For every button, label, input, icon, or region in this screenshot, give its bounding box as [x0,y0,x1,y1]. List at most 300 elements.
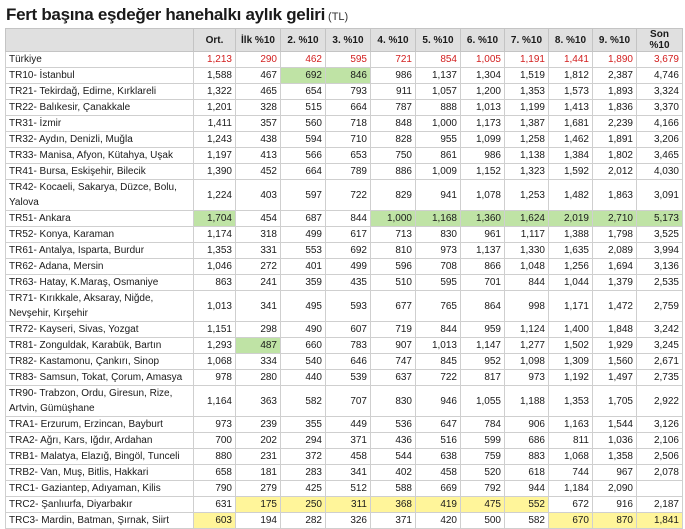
region-name-cell: TR32- Aydın, Denizli, Muğla [6,132,194,148]
value-cell: 1,309 [549,354,593,370]
value-cell: 1,472 [593,291,637,322]
region-name-cell: TR21- Tekirdağ, Edirne, Kırklareli [6,84,194,100]
value-cell: 1,388 [549,227,593,243]
value-cell: 597 [281,180,326,211]
value-cell: 515 [281,100,326,116]
value-cell: 2,759 [637,291,683,322]
value-cell: 722 [326,180,371,211]
value-cell: 596 [371,259,416,275]
value-cell: 599 [461,433,505,449]
value-cell: 955 [416,132,461,148]
value-cell: 560 [281,116,326,132]
value-cell: 454 [236,211,281,227]
value-cell: 452 [236,164,281,180]
value-cell: 1,046 [194,259,236,275]
value-cell: 2,187 [637,497,683,513]
value-cell: 888 [416,100,461,116]
value-cell: 1,353 [505,84,549,100]
value-cell: 1,000 [371,211,416,227]
table-row [6,513,683,529]
value-cell: 413 [236,148,281,164]
value-cell: 829 [371,180,416,211]
table-row [6,275,683,291]
value-cell: 194 [236,513,281,529]
value-cell: 846 [326,68,371,84]
value-cell: 1,171 [549,291,593,322]
region-name-cell: TR41- Bursa, Eskişehir, Bilecik [6,164,194,180]
value-cell: 810 [371,243,416,259]
value-cell: 631 [194,497,236,513]
value-cell: 1,188 [505,386,549,417]
value-cell: 1,304 [461,68,505,84]
region-name-cell: TRB2- Van, Muş, Bitlis, Hakkari [6,465,194,481]
value-cell: 359 [281,275,326,291]
value-cell: 588 [371,481,416,497]
value-cell: 1,191 [505,52,549,68]
value-cell: 747 [371,354,416,370]
value-cell: 1,164 [194,386,236,417]
value-cell: 1,544 [593,417,637,433]
value-cell: 294 [281,433,326,449]
region-name-cell: TR63- Hatay, K.Maraş, Osmaniye [6,275,194,291]
value-cell: 886 [371,164,416,180]
value-cell: 1,005 [461,52,505,68]
value-cell: 3,245 [637,338,683,354]
table-row [6,386,683,417]
header-cell: 6. %10 [461,29,505,52]
value-cell: 3,465 [637,148,683,164]
value-cell: 1,592 [549,164,593,180]
table-row [6,259,683,275]
table-row [6,100,683,116]
value-cell: 4,166 [637,116,683,132]
value-cell: 1,293 [194,338,236,354]
value-cell: 863 [194,275,236,291]
region-name-cell: TR31- İzmir [6,116,194,132]
value-cell: 973 [416,243,461,259]
value-cell: 617 [326,227,371,243]
header-cell: 8. %10 [549,29,593,52]
value-cell: 941 [416,180,461,211]
table-row [6,243,683,259]
value-cell: 239 [236,417,281,433]
value-cell: 792 [461,481,505,497]
value-cell: 866 [461,259,505,275]
value-cell: 1,277 [505,338,549,354]
value-cell: 438 [236,132,281,148]
value-cell: 4,030 [637,164,683,180]
value-cell: 3,370 [637,100,683,116]
value-cell: 241 [236,275,281,291]
value-cell: 1,330 [505,243,549,259]
value-cell: 1,152 [461,164,505,180]
value-cell: 582 [505,513,549,529]
header-cell: Son %10 [637,29,683,52]
value-cell: 946 [416,386,461,417]
value-cell: 4,746 [637,68,683,84]
value-cell: 371 [326,433,371,449]
value-cell: 593 [326,291,371,322]
table-row [6,148,683,164]
value-cell: 1,213 [194,52,236,68]
table-row [6,180,683,211]
value-cell: 701 [461,275,505,291]
value-cell: 828 [371,132,416,148]
value-cell: 1,802 [593,148,637,164]
value-cell: 789 [326,164,371,180]
value-cell: 318 [236,227,281,243]
value-cell: 403 [236,180,281,211]
value-cell: 817 [461,370,505,386]
value-cell: 870 [593,513,637,529]
value-cell: 458 [416,465,461,481]
title-unit: (TL) [328,11,349,23]
table-row [6,370,683,386]
income-table [5,28,683,529]
value-cell: 1,812 [549,68,593,84]
value-cell: 175 [236,497,281,513]
value-cell: 1,502 [549,338,593,354]
value-cell: 1,704 [194,211,236,227]
value-cell: 326 [326,513,371,529]
value-cell: 1,168 [416,211,461,227]
value-cell: 1,256 [549,259,593,275]
value-cell: 906 [505,417,549,433]
value-cell: 1,635 [549,243,593,259]
table-row [6,227,683,243]
value-cell: 1,841 [637,513,683,529]
value-cell: 844 [416,322,461,338]
value-cell: 368 [371,497,416,513]
value-cell: 334 [236,354,281,370]
region-name-cell: TR82- Kastamonu, Çankırı, Sinop [6,354,194,370]
value-cell: 500 [461,513,505,529]
value-cell: 2,089 [593,243,637,259]
value-cell: 1,078 [461,180,505,211]
value-cell: 2,012 [593,164,637,180]
value-cell: 750 [371,148,416,164]
value-cell: 3,136 [637,259,683,275]
value-cell: 1,863 [593,180,637,211]
value-cell: 435 [326,275,371,291]
region-name-cell: TRA2- Ağrı, Kars, Iğdır, Ardahan [6,433,194,449]
value-cell: 458 [326,449,371,465]
region-name-cell: TR71- Kırıkkale, Aksaray, Niğde, Nevşehir, Kırşehir [6,291,194,322]
value-cell: 686 [505,433,549,449]
value-cell: 3,242 [637,322,683,338]
table-row [6,116,683,132]
value-cell: 202 [236,433,281,449]
table-row [6,354,683,370]
value-cell: 2,506 [637,449,683,465]
value-cell: 495 [281,291,326,322]
table-row [6,417,683,433]
region-name-cell: TR22- Balıkesir, Çanakkale [6,100,194,116]
value-cell: 1,098 [505,354,549,370]
region-name-cell: TR90- Trabzon, Ordu, Giresun, Rize, Artvin, Gümüşhane [6,386,194,417]
value-cell: 1,201 [194,100,236,116]
value-cell: 880 [194,449,236,465]
value-cell: 1,258 [505,132,549,148]
value-cell: 1,358 [593,449,637,465]
value-cell: 1,197 [194,148,236,164]
value-cell: 1,044 [549,275,593,291]
value-cell: 1,117 [505,227,549,243]
table-row [6,338,683,354]
value-cell: 1,174 [194,227,236,243]
value-cell: 1,048 [505,259,549,275]
value-cell: 3,994 [637,243,683,259]
value-cell: 830 [371,386,416,417]
value-cell: 1,055 [461,386,505,417]
region-name-cell: Türkiye [6,52,194,68]
table-row [6,449,683,465]
table-row [6,211,683,227]
value-cell: 544 [371,449,416,465]
value-cell: 279 [236,481,281,497]
value-cell: 272 [236,259,281,275]
value-cell: 1,224 [194,180,236,211]
value-cell: 1,384 [549,148,593,164]
value-cell: 595 [326,52,371,68]
value-cell: 978 [194,370,236,386]
value-cell: 973 [194,417,236,433]
value-cell: 607 [326,322,371,338]
region-name-cell: TRC1- Gaziantep, Adıyaman, Kilis [6,481,194,497]
value-cell: 540 [281,354,326,370]
header-cell: 3. %10 [326,29,371,52]
value-cell: 3,525 [637,227,683,243]
value-cell: 1,009 [416,164,461,180]
header-cell: Ort. [194,29,236,52]
value-cell: 692 [326,243,371,259]
value-cell: 787 [371,100,416,116]
value-cell: 603 [194,513,236,529]
value-cell: 672 [549,497,593,513]
value-cell: 516 [416,433,461,449]
value-cell: 290 [236,52,281,68]
value-cell: 536 [371,417,416,433]
value-cell: 371 [371,513,416,529]
table-row [6,433,683,449]
value-cell: 793 [326,84,371,100]
value-cell: 510 [371,275,416,291]
header-row [6,29,683,52]
value-cell: 710 [326,132,371,148]
value-cell: 1,192 [549,370,593,386]
region-name-cell: TR81- Zonguldak, Karabük, Bartın [6,338,194,354]
value-cell: 1,798 [593,227,637,243]
value-cell: 1,000 [416,116,461,132]
table-row [6,322,683,338]
value-cell: 1,124 [505,322,549,338]
value-cell: 707 [326,386,371,417]
value-cell: 250 [281,497,326,513]
value-cell: 811 [549,433,593,449]
value-cell: 1,068 [549,449,593,465]
value-cell: 911 [371,84,416,100]
value-cell: 1,147 [461,338,505,354]
value-cell: 637 [371,370,416,386]
value-cell: 1,013 [416,338,461,354]
value-cell: 539 [326,370,371,386]
value-cell: 449 [326,417,371,433]
value-cell: 1,137 [461,243,505,259]
table-row [6,481,683,497]
value-cell: 959 [461,322,505,338]
value-cell: 2,735 [637,370,683,386]
value-cell: 1,694 [593,259,637,275]
value-cell: 357 [236,116,281,132]
value-cell: 1,681 [549,116,593,132]
region-name-cell: TR61- Antalya, Isparta, Burdur [6,243,194,259]
value-cell: 618 [505,465,549,481]
value-cell: 765 [416,291,461,322]
value-cell: 328 [236,100,281,116]
value-cell: 848 [371,116,416,132]
value-cell: 311 [326,497,371,513]
region-name-cell: TR83- Samsun, Tokat, Çorum, Amasya [6,370,194,386]
value-cell: 1,411 [194,116,236,132]
header-cell: 5. %10 [416,29,461,52]
value-cell: 2,922 [637,386,683,417]
value-cell: 1,891 [593,132,637,148]
value-cell: 1,353 [194,243,236,259]
table-row [6,291,683,322]
header-cell: 2. %10 [281,29,326,52]
value-cell: 595 [416,275,461,291]
figure-title [6,2,348,28]
value-cell: 718 [326,116,371,132]
table-row-turkey [6,52,683,68]
table-row [6,497,683,513]
region-name-cell: TR51- Ankara [6,211,194,227]
region-name-cell: TR72- Kayseri, Sivas, Yozgat [6,322,194,338]
value-cell: 2,090 [593,481,637,497]
value-cell: 594 [281,132,326,148]
value-cell: 2,019 [549,211,593,227]
value-cell: 907 [371,338,416,354]
value-cell: 401 [281,259,326,275]
value-cell: 1,482 [549,180,593,211]
value-cell: 1,099 [461,132,505,148]
value-cell: 1,173 [461,116,505,132]
value-cell: 1,893 [593,84,637,100]
value-cell: 845 [416,354,461,370]
region-name-cell: TR62- Adana, Mersin [6,259,194,275]
value-cell: 708 [416,259,461,275]
value-cell: 3,679 [637,52,683,68]
value-cell: 331 [236,243,281,259]
header-cell [6,29,194,52]
value-cell: 952 [461,354,505,370]
value-cell: 462 [281,52,326,68]
value-cell: 1,413 [549,100,593,116]
value-cell: 440 [281,370,326,386]
value-cell: 1,151 [194,322,236,338]
value-cell: 844 [505,275,549,291]
value-cell: 1,519 [505,68,549,84]
value-cell: 1,163 [549,417,593,433]
value-cell: 916 [593,497,637,513]
value-cell: 2,671 [637,354,683,370]
value-cell: 553 [281,243,326,259]
value-cell: 5,173 [637,211,683,227]
value-cell: 465 [236,84,281,100]
table-row [6,132,683,148]
region-name-cell: TR42- Kocaeli, Sakarya, Düzce, Bolu, Yalova [6,180,194,211]
region-name-cell: TR52- Konya, Karaman [6,227,194,243]
value-cell: 2,535 [637,275,683,291]
value-cell: 582 [281,386,326,417]
value-cell: 721 [371,52,416,68]
value-cell: 283 [281,465,326,481]
value-cell: 1,353 [549,386,593,417]
value-cell: 784 [461,417,505,433]
table-row [6,164,683,180]
value-cell: 1,929 [593,338,637,354]
table-row [6,68,683,84]
value-cell: 1,387 [505,116,549,132]
value-cell: 944 [505,481,549,497]
value-cell: 1,497 [593,370,637,386]
value-cell: 1,323 [505,164,549,180]
value-cell: 341 [236,291,281,322]
value-cell: 231 [236,449,281,465]
value-cell: 647 [416,417,461,433]
value-cell: 1,253 [505,180,549,211]
value-cell: 790 [194,481,236,497]
value-cell: 1,588 [194,68,236,84]
value-cell: 1,573 [549,84,593,100]
value-cell: 3,324 [637,84,683,100]
value-cell: 1,057 [416,84,461,100]
value-cell: 341 [326,465,371,481]
value-cell: 552 [505,497,549,513]
value-cell: 653 [326,148,371,164]
value-cell: 280 [236,370,281,386]
value-cell: 844 [326,211,371,227]
value-cell: 1,400 [549,322,593,338]
region-name-cell: TR10- İstanbul [6,68,194,84]
value-cell: 986 [371,68,416,84]
value-cell: 1,137 [416,68,461,84]
value-cell: 986 [461,148,505,164]
value-cell: 1,560 [593,354,637,370]
value-cell: 713 [371,227,416,243]
value-cell: 419 [416,497,461,513]
region-name-cell: TRB1- Malatya, Elazığ, Bingöl, Tunceli [6,449,194,465]
value-cell: 967 [593,465,637,481]
value-cell: 2,106 [637,433,683,449]
value-cell: 475 [461,497,505,513]
value-cell: 490 [281,322,326,338]
value-cell: 744 [549,465,593,481]
value-cell: 372 [281,449,326,465]
value-cell: 861 [416,148,461,164]
value-cell: 520 [461,465,505,481]
value-cell: 1,243 [194,132,236,148]
region-name-cell: TRC2- Şanlıurfa, Diyarbakır [6,497,194,513]
header-cell: İlk %10 [236,29,281,52]
value-cell: 2,239 [593,116,637,132]
value-cell: 719 [371,322,416,338]
value-cell: 3,206 [637,132,683,148]
value-cell: 1,322 [194,84,236,100]
value-cell: 2,710 [593,211,637,227]
value-cell: 700 [194,433,236,449]
value-cell: 1,068 [194,354,236,370]
